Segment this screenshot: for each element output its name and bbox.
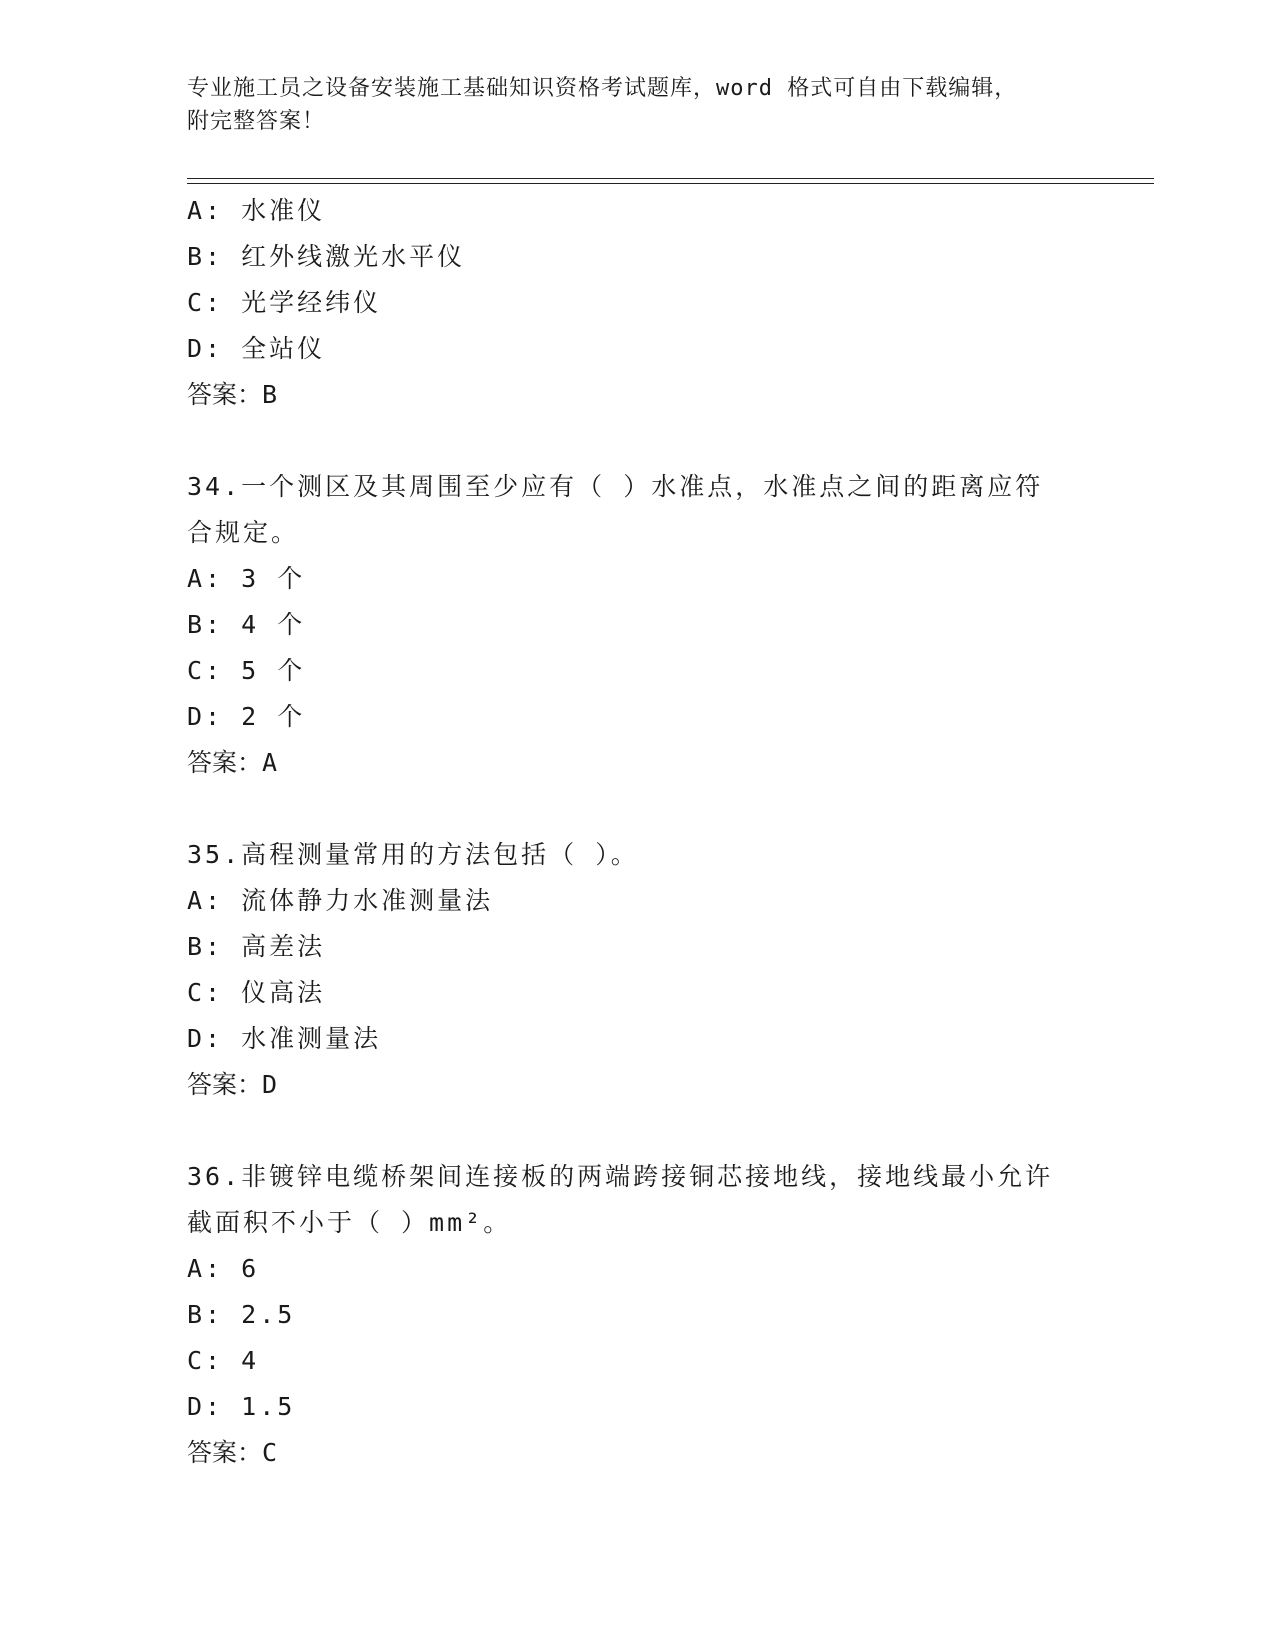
question-text-line-1: 36.非镀锌电缆桥架间连接板的两端跨接铜芯接地线，接地线最小允许 — [187, 1162, 1054, 1191]
option-c: C: 仪高法 — [187, 978, 326, 1007]
answer-label: 答案： — [187, 748, 263, 777]
answer-value: C — [262, 1438, 279, 1467]
answer-value: D — [262, 1070, 279, 1099]
option-d: D: 1.5 — [187, 1392, 296, 1421]
option-b: B: 4 个 — [187, 610, 306, 639]
header-line-2: 附完整答案！ — [187, 109, 326, 134]
option-a: A: 6 — [187, 1254, 260, 1283]
option-a: A: 水准仪 — [187, 196, 326, 225]
question-list — [187, 188, 1087, 1476]
option-d: D: 2 个 — [187, 702, 306, 731]
question-34 — [187, 464, 1087, 786]
option-d: D: 水准测量法 — [187, 1024, 382, 1053]
header-divider-top — [187, 178, 1154, 179]
answer-line — [187, 372, 1087, 418]
answer-label: 答案： — [187, 380, 263, 409]
spacer — [187, 1108, 1087, 1154]
option-b: B: 高差法 — [187, 932, 326, 961]
question-35 — [187, 832, 1087, 1108]
question-33 — [187, 188, 1087, 418]
question-text-line-1: 35.高程测量常用的方法包括（ ）。 — [187, 840, 639, 869]
answer-line — [187, 1430, 1087, 1476]
header-line-1: 专业施工员之设备安装施工基础知识资格考试题库，word 格式可自由下载编辑， — [187, 76, 1018, 101]
spacer — [187, 418, 1087, 464]
answer-label: 答案： — [187, 1438, 263, 1467]
option-c: C: 5 个 — [187, 656, 306, 685]
answer-label: 答案： — [187, 1070, 263, 1099]
option-b: B: 2.5 — [187, 1300, 296, 1329]
question-36 — [187, 1154, 1087, 1476]
option-c: C: 光学经纬仪 — [187, 288, 382, 317]
answer-value: B — [262, 380, 279, 409]
option-d: D: 全站仪 — [187, 334, 326, 363]
header-divider-bottom — [187, 183, 1154, 184]
option-b: B: 红外线激光水平仪 — [187, 242, 466, 271]
question-text-line-1: 34.一个测区及其周围至少应有（ ）水准点，水准点之间的距离应符 — [187, 472, 1044, 501]
spacer — [187, 786, 1087, 832]
question-text-line-2: 合规定。 — [187, 518, 300, 547]
answer-value: A — [262, 748, 279, 777]
document-header — [187, 72, 1087, 138]
option-a: A: 3 个 — [187, 564, 306, 593]
option-c: C: 4 — [187, 1346, 260, 1375]
option-a: A: 流体静力水准测量法 — [187, 886, 494, 915]
question-text-line-2: 截面积不小于（ ）mm²。 — [187, 1208, 512, 1237]
answer-line — [187, 740, 1087, 786]
answer-line — [187, 1062, 1087, 1108]
